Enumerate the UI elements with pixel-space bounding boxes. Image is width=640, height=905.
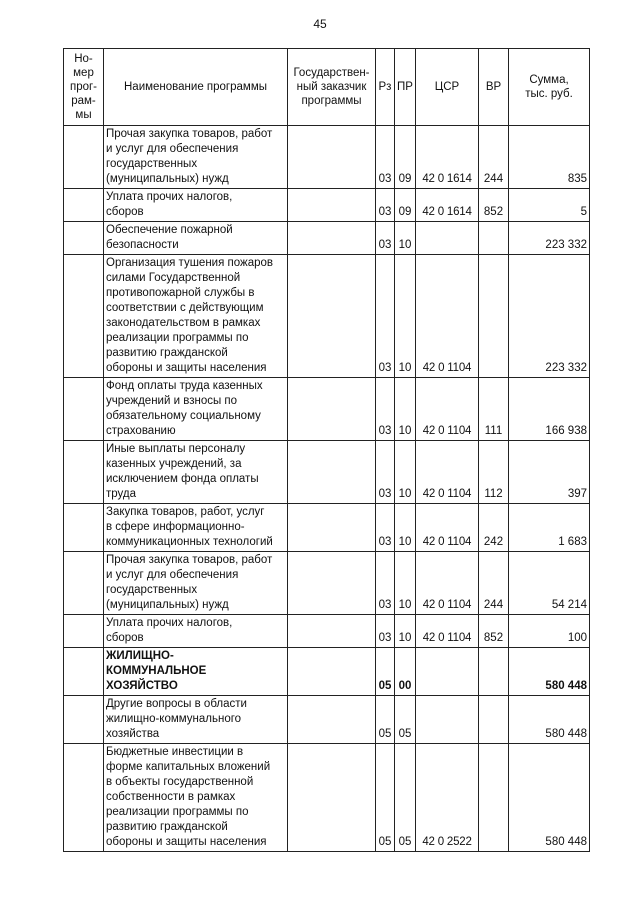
table-row — [64, 126, 590, 189]
vr-cell: 852 — [479, 189, 509, 222]
csr-cell: 42 0 1104 — [416, 504, 479, 552]
sum-cell: 580 448 — [509, 648, 590, 696]
table-row — [64, 378, 590, 441]
vr-cell — [479, 696, 509, 744]
rz-cell: 03 — [376, 126, 395, 189]
table-row — [64, 441, 590, 504]
rz-cell: 03 — [376, 441, 395, 504]
program-name-cell: Обеспечение пожарной безопасности — [104, 222, 288, 255]
header-csr: ЦСР — [416, 49, 479, 126]
vr-cell: 242 — [479, 504, 509, 552]
rz-cell: 03 — [376, 222, 395, 255]
customer-cell — [288, 255, 376, 378]
table-row — [64, 552, 590, 615]
program-number-cell — [64, 696, 104, 744]
header-vr: ВР — [479, 49, 509, 126]
vr-cell — [479, 744, 509, 852]
header-customer: Государствен- ный заказчик программы — [288, 49, 376, 126]
customer-cell — [288, 615, 376, 648]
csr-cell — [416, 696, 479, 744]
customer-cell — [288, 648, 376, 696]
pr-cell: 09 — [395, 126, 416, 189]
program-number-cell — [64, 744, 104, 852]
table-row — [64, 222, 590, 255]
sum-cell: 166 938 — [509, 378, 590, 441]
vr-cell: 112 — [479, 441, 509, 504]
pr-cell: 10 — [395, 552, 416, 615]
rz-cell: 03 — [376, 255, 395, 378]
program-name-cell: Прочая закупка товаров, работ и услуг для обеспечения государственных (муниципальных) нужд — [104, 552, 288, 615]
vr-cell: 111 — [479, 378, 509, 441]
page-number: 45 — [313, 17, 327, 31]
program-name-cell: Бюджетные инвестиции в форме капитальных вложений в объекты государственной собственности в рамках реализации программы по развитию гражданской обороны и защиты населения — [104, 744, 288, 852]
program-number-cell — [64, 378, 104, 441]
sum-cell: 397 — [509, 441, 590, 504]
csr-cell — [416, 222, 479, 255]
header-rz: Рз — [376, 49, 395, 126]
header-program-number: Но- мер прог- рам- мы — [64, 49, 104, 126]
header-pr: ПР — [395, 49, 416, 126]
program-name-cell: Организация тушения пожаров силами Государственной противопожарной службы в соответствии с действующим законодательством в рамках реализации программы по развитию гражданской обороны и защиты населения — [104, 255, 288, 378]
pr-cell: 05 — [395, 696, 416, 744]
table-row — [64, 504, 590, 552]
sum-cell: 580 448 — [509, 696, 590, 744]
rz-cell: 03 — [376, 378, 395, 441]
vr-cell: 852 — [479, 615, 509, 648]
customer-cell — [288, 378, 376, 441]
pr-cell: 10 — [395, 504, 416, 552]
customer-cell — [288, 552, 376, 615]
program-number-cell — [64, 504, 104, 552]
csr-cell: 42 0 1614 — [416, 189, 479, 222]
pr-cell: 05 — [395, 744, 416, 852]
csr-cell: 42 0 1104 — [416, 378, 479, 441]
csr-cell: 42 0 2522 — [416, 744, 479, 852]
rz-cell: 03 — [376, 504, 395, 552]
sum-cell: 223 332 — [509, 222, 590, 255]
header-row — [64, 49, 590, 126]
budget-table — [63, 48, 590, 852]
rz-cell: 05 — [376, 648, 395, 696]
table-row — [64, 696, 590, 744]
customer-cell — [288, 441, 376, 504]
customer-cell — [288, 504, 376, 552]
program-number-cell — [64, 648, 104, 696]
vr-cell — [479, 255, 509, 378]
sum-cell: 5 — [509, 189, 590, 222]
vr-cell — [479, 222, 509, 255]
program-name-cell: Закупка товаров, работ, услуг в сфере информационно- коммуникационных технологий — [104, 504, 288, 552]
customer-cell — [288, 126, 376, 189]
header-program-name: Наименование программы — [104, 49, 288, 126]
customer-cell — [288, 744, 376, 852]
rz-cell: 03 — [376, 189, 395, 222]
program-number-cell — [64, 552, 104, 615]
table-row — [64, 744, 590, 852]
program-number-cell — [64, 126, 104, 189]
customer-cell — [288, 189, 376, 222]
program-name-cell: Уплата прочих налогов, сборов — [104, 615, 288, 648]
customer-cell — [288, 222, 376, 255]
sum-cell: 100 — [509, 615, 590, 648]
sum-cell: 835 — [509, 126, 590, 189]
program-number-cell — [64, 441, 104, 504]
pr-cell: 10 — [395, 222, 416, 255]
pr-cell: 00 — [395, 648, 416, 696]
program-number-cell — [64, 189, 104, 222]
pr-cell: 10 — [395, 615, 416, 648]
vr-cell — [479, 648, 509, 696]
program-number-cell — [64, 222, 104, 255]
program-name-cell: Иные выплаты персоналу казенных учреждений, за исключением фонда оплаты труда — [104, 441, 288, 504]
csr-cell: 42 0 1104 — [416, 255, 479, 378]
rz-cell: 05 — [376, 744, 395, 852]
table-row — [64, 615, 590, 648]
rz-cell: 05 — [376, 696, 395, 744]
program-name-cell: Фонд оплаты труда казенных учреждений и взносы по обязательному социальному страхованию — [104, 378, 288, 441]
csr-cell: 42 0 1104 — [416, 441, 479, 504]
csr-cell: 42 0 1614 — [416, 126, 479, 189]
pr-cell: 09 — [395, 189, 416, 222]
table-row — [64, 648, 590, 696]
sum-cell: 223 332 — [509, 255, 590, 378]
program-number-cell — [64, 615, 104, 648]
table-row — [64, 255, 590, 378]
program-name-cell: Другие вопросы в области жилищно-коммунального хозяйства — [104, 696, 288, 744]
sum-cell: 54 214 — [509, 552, 590, 615]
pr-cell: 10 — [395, 255, 416, 378]
vr-cell: 244 — [479, 552, 509, 615]
program-number-cell — [64, 255, 104, 378]
pr-cell: 10 — [395, 378, 416, 441]
customer-cell — [288, 696, 376, 744]
csr-cell: 42 0 1104 — [416, 552, 479, 615]
program-name-cell: Прочая закупка товаров, работ и услуг для обеспечения государственных (муниципальных) нужд — [104, 126, 288, 189]
table-row — [64, 189, 590, 222]
sum-cell: 1 683 — [509, 504, 590, 552]
vr-cell: 244 — [479, 126, 509, 189]
csr-cell — [416, 648, 479, 696]
sum-cell: 580 448 — [509, 744, 590, 852]
rz-cell: 03 — [376, 552, 395, 615]
program-name-cell: Уплата прочих налогов, сборов — [104, 189, 288, 222]
csr-cell: 42 0 1104 — [416, 615, 479, 648]
header-sum: Сумма, тыс. руб. — [509, 49, 590, 126]
program-name-cell: ЖИЛИЩНО- КОММУНАЛЬНОЕ ХОЗЯЙСТВО — [104, 648, 288, 696]
pr-cell: 10 — [395, 441, 416, 504]
rz-cell: 03 — [376, 615, 395, 648]
